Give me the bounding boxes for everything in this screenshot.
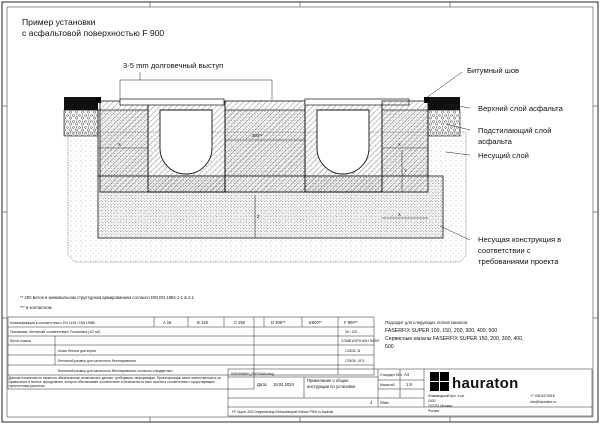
class-e600: E600**	[309, 320, 323, 325]
note-1: ** 250 Бетон в минимальном структурном армированием согласно DIN EN 1992-1-1 & 2.1	[20, 295, 194, 300]
bitumen-joint-label: Битумный шов	[467, 66, 520, 75]
contact-office: 2402	[428, 399, 436, 403]
bearing-layer-label: Несущий слой	[478, 151, 529, 160]
channel-1-invert	[160, 110, 212, 174]
class-row-label: Классификация в соответствии с EN 1433 / DIN 19580	[10, 321, 96, 325]
contact-email: info@hauraton.ru	[530, 400, 557, 404]
protrusion-label: 3-5 mm долговечный выступ	[123, 61, 224, 70]
foundation-row-label: Основание, бетонный/ соответствует/ Fundament (1/2 м2)	[10, 330, 101, 334]
channel-1-grate	[120, 99, 224, 105]
hauraton-logo	[430, 372, 519, 392]
standard-value: A4	[404, 372, 410, 377]
suitable-line-2: FASERFIX SUPER 100, 150, 200, 300, 400, 500	[385, 328, 498, 334]
support-label-1: Несущая конструкция в	[478, 235, 562, 244]
channel-2-right-wall	[382, 101, 428, 192]
class-f900: F 900**	[344, 320, 358, 325]
partial-concrete-label: Бетонный размер для частичного бетонирования	[58, 359, 136, 363]
note-2: *** в контактном	[20, 305, 52, 310]
contact-phone: +7 495 6373918	[530, 394, 555, 398]
standard-label: Стандарт DIN	[380, 373, 402, 377]
support-label-3: требованиями проекта	[478, 257, 559, 266]
concrete-class-label: Бетон класса	[10, 339, 31, 343]
unit-value: EB8m	[380, 401, 390, 405]
scale-value: 1:8	[406, 382, 412, 387]
class-a15: A 15	[163, 320, 172, 325]
drawing-number: 00001686/H_RUSSIAN.dwg	[231, 372, 274, 376]
suitable-line-4: 500	[385, 344, 394, 350]
contact-address: Фламандский бул. 4 кв.	[428, 394, 465, 398]
suitable-line-3: Сервисные каналы FASERFIX SUPER 150, 200, 300, 400,	[385, 336, 524, 342]
concrete-class-value: COMB ASPH ASH SASH	[341, 339, 380, 343]
dim-z: Z	[257, 214, 260, 219]
top-asphalt-left	[64, 97, 98, 110]
dim-x-left: X	[118, 142, 121, 147]
top-asphalt-right	[428, 97, 460, 110]
description-1: Примечание о общих	[307, 378, 349, 383]
channel-2-invert	[317, 110, 369, 174]
channel-1-left-wall	[100, 101, 148, 192]
date-value: 18.04.2024	[273, 382, 294, 387]
width-dimension-label: 300**	[252, 133, 263, 138]
disclaimer-box	[9, 376, 223, 416]
file-name: FF-Super-200-Doppelstrang Einbaubeispiel Klasse F900 In Asphalt	[232, 410, 334, 414]
contact-city: 107023 Москва	[428, 404, 452, 408]
suitable-for-label: Подходит для следующих лотков каналов:	[385, 320, 468, 325]
date-label: Дата:	[257, 382, 268, 387]
partial-concrete-std-label: Бетонный размер для частичного бетонирования, согласно стандартных	[58, 369, 173, 373]
grain-class-label: Класс бетона для зерна	[58, 349, 96, 353]
base-asphalt-left	[64, 110, 98, 136]
base-asphalt-label-2: асфальта	[478, 137, 512, 146]
class-d400: D 400**	[271, 320, 286, 325]
base-asphalt-label-1: Подстилающий слой	[478, 126, 552, 135]
dim-x-right: X	[398, 142, 401, 147]
top-asphalt-label: Верхний слой асфальта	[478, 104, 563, 113]
dim-x-bottom: X	[398, 212, 401, 217]
support-label-2: соответствии с	[478, 246, 531, 255]
partial-concrete-value: C25/30 -XF3	[345, 359, 365, 363]
sheet-number: 4	[370, 400, 373, 405]
class-c250: C 250	[234, 320, 246, 325]
center-block	[225, 101, 305, 192]
foundation-row-value: 30 / 120	[345, 330, 358, 334]
grain-class-value: C25/30 -B	[345, 349, 361, 353]
description-2: инструкции по установке.	[307, 384, 357, 389]
contact-country: Россия	[428, 409, 440, 413]
title-line-2: с асфальтовой поверхностью F 900	[22, 28, 165, 38]
scale-label: Масштаб	[380, 383, 395, 387]
title-block-grid	[228, 369, 592, 416]
disclaimer-text: Данное пояснение не является обязательным, включая все данные, требования, информацию. Проектировщик несет ответственность за правильное и полное определение, которое обеспечивает соответствие и безопасность всех систем в соответствии с существующим прочностным расчетом.	[9, 376, 221, 388]
company-name: hauraton	[452, 375, 519, 392]
title-line-1: Пример установки	[22, 17, 96, 27]
base-asphalt-right	[428, 110, 460, 136]
class-b125: B 125	[197, 320, 208, 325]
dim-y: Y	[404, 168, 407, 173]
